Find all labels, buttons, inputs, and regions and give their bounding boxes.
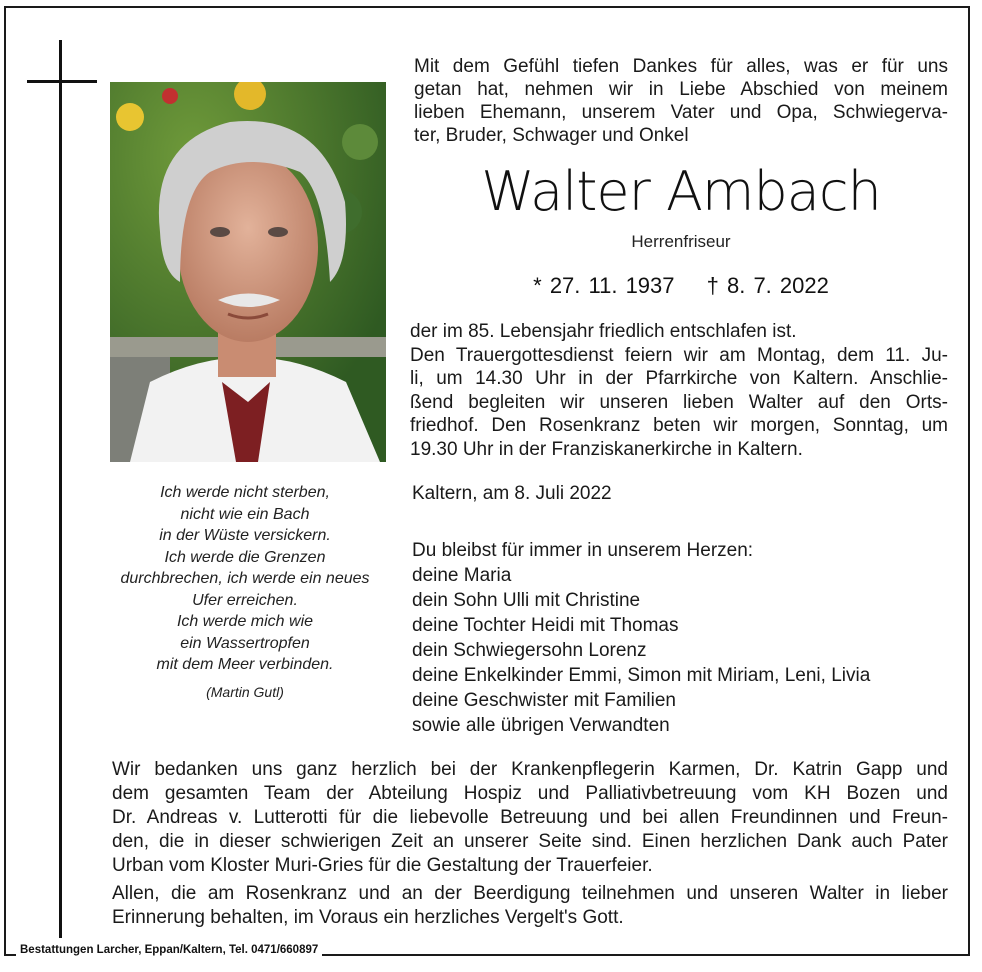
quote-line: Ich werde nicht sterben, bbox=[160, 484, 330, 501]
quote-line: nicht wie ein Bach bbox=[180, 505, 310, 523]
quote-line: ein Wassertropfen bbox=[180, 634, 310, 652]
place-date: Kaltern, am 8. Juli 2022 bbox=[412, 483, 612, 504]
quote-line: Ufer erreichen. bbox=[192, 591, 298, 609]
intro-line: ter, Bruder, Schwager und Onkel bbox=[414, 125, 689, 146]
mourner-line: dein Sohn Ulli mit Christine bbox=[412, 590, 641, 611]
intro-line: getan hat, nehmen wir in Liebe Abschied von meinem bbox=[414, 79, 948, 100]
thanks-line: dem gesamten Team der Abteilung Hospiz und Palliativbetreuung vom KH Bozen und bbox=[112, 783, 948, 804]
thanks-line: den, die in dieser schwierigen Zeit an unserer Seite sind. Einen herzlichen Dank auch Pater bbox=[112, 831, 948, 852]
intro-text bbox=[414, 55, 948, 147]
deceased-name: Walter Ambach bbox=[481, 160, 881, 223]
intro-line: Mit dem Gefühl tiefen Dankes für alles, was er für uns bbox=[414, 56, 948, 77]
portrait-photo bbox=[110, 82, 386, 462]
intro-line: lieben Ehemann, unserem Vater und Opa, Schwiegerva- bbox=[414, 102, 948, 123]
quote-line: durchbrechen, ich werde ein neues bbox=[120, 570, 370, 587]
mourner-line: sowie alle übrigen Verwandten bbox=[412, 715, 670, 736]
thanks-text bbox=[112, 758, 948, 930]
service-line: ßend begleiten wir unseren lieben Walter auf den Orts- bbox=[410, 391, 948, 413]
death-date: † 8. 7. 2022 bbox=[706, 273, 829, 298]
thanks-line: Wir bedanken uns ganz herzlich bei der Krankenpflegerin Karmen, Dr. Katrin Gapp und bbox=[112, 759, 948, 780]
service-line: 19.30 Uhr in der Franziskanerkirche in Kaltern. bbox=[410, 438, 803, 460]
quote-block bbox=[95, 482, 395, 703]
mourner-line: deine Geschwister mit Familien bbox=[412, 690, 676, 711]
mourner-line: Du bleibst für immer in unserem Herzen: bbox=[412, 540, 754, 561]
service-text bbox=[410, 320, 948, 461]
service-line: Den Trauergottesdienst feiern wir am Montag, dem 11. Ju- bbox=[410, 344, 948, 366]
life-dates bbox=[414, 273, 948, 299]
service-line: li, um 14.30 Uhr in der Pfarrkirche von Kaltern. Anschlie- bbox=[410, 368, 948, 389]
profession: Herrenfriseur bbox=[631, 232, 731, 251]
thanks-line: Urban vom Kloster Muri-Gries für die Gestaltung der Trauerfeier. bbox=[112, 855, 653, 876]
mourner-line: dein Schwiegersohn Lorenz bbox=[412, 640, 647, 661]
quote-line: Ich werde mich wie bbox=[176, 613, 314, 630]
service-line: der im 85. Lebensjahr friedlich entschlafen ist. bbox=[410, 321, 797, 342]
quote-line: in der Wüste versickern. bbox=[159, 527, 331, 544]
birth-date: * 27. 11. 1937 bbox=[533, 273, 675, 298]
cross-icon-horizontal bbox=[27, 80, 97, 83]
mourner-line: deine Maria bbox=[412, 565, 512, 586]
funeral-home-footer: Bestattungen Larcher, Eppan/Kaltern, Tel. 0471/660897 bbox=[16, 944, 322, 956]
thanks-line: Dr. Andreas v. Lutterotti für die liebevolle Betreuung und bei allen Freundinnen und Freun- bbox=[112, 807, 948, 828]
thanks-line: Allen, die am Rosenkranz und an der Beerdigung teilnehmen und unseren Walter in lieber bbox=[112, 883, 948, 904]
mourners-list bbox=[412, 538, 952, 738]
mourner-line: deine Tochter Heidi mit Thomas bbox=[412, 615, 679, 636]
quote-line: mit dem Meer verbinden. bbox=[156, 656, 334, 673]
quote-line: Ich werde die Grenzen bbox=[164, 548, 326, 566]
mourner-line: deine Enkelkinder Emmi, Simon mit Miriam, Leni, Livia bbox=[412, 665, 871, 686]
service-line: friedhof. Den Rosenkranz beten wir morgen, Sonntag, um bbox=[410, 415, 948, 436]
thanks-line: Erinnerung behalten, im Voraus ein herzliches Vergelt's Gott. bbox=[112, 907, 624, 928]
cross-icon-vertical bbox=[59, 40, 62, 938]
quote-author: (Martin Gutl) bbox=[206, 683, 284, 700]
